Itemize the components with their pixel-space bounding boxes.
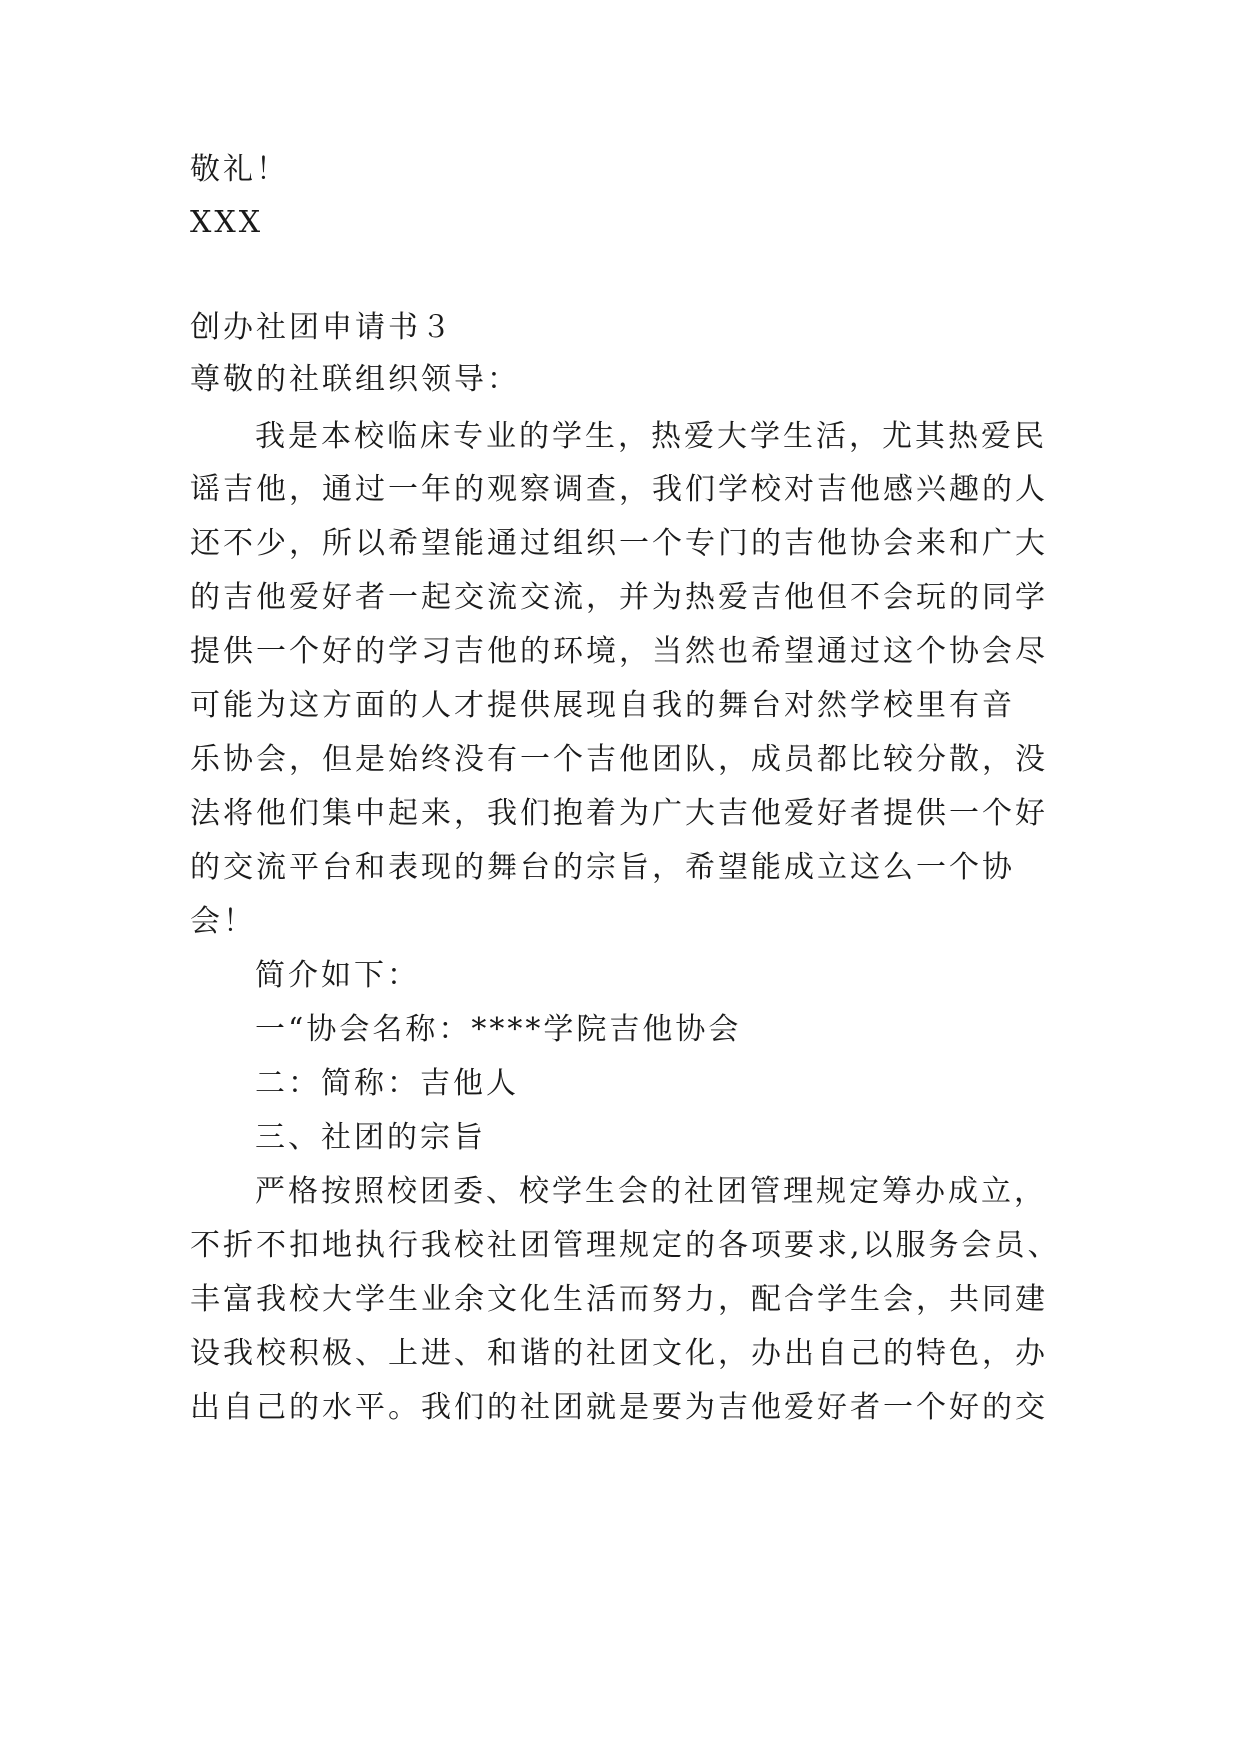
paragraph-line: 出自己的水平。我们的社团就是要为吉他爱好者一个好的交: [190, 1390, 1048, 1425]
paragraph-line: 提供一个好的学习吉他的环境，当然也希望通过这个协会尽: [190, 634, 1048, 669]
signature: XXX: [190, 205, 264, 240]
intro-heading: 简介如下：: [255, 958, 420, 993]
list-item: 三、社团的宗旨: [255, 1120, 486, 1155]
list-item: 二：简称：吉他人: [255, 1066, 519, 1101]
paragraph-line: 的吉他爱好者一起交流交流，并为热爱吉他但不会玩的同学: [190, 580, 1048, 615]
paragraph-line: 还不少，所以希望能通过组织一个专门的吉他协会来和广大: [190, 526, 1048, 561]
greeting: 尊敬的社联组织领导：: [190, 362, 520, 397]
section-title: 创办社团申请书３: [190, 310, 454, 345]
paragraph-line: 我是本校临床专业的学生，热爱大学生活，尤其热爱民: [255, 419, 1047, 454]
paragraph-line: 的交流平台和表现的舞台的宗旨，希望能成立这么一个协: [190, 850, 1015, 885]
closing-salute: 敬礼！: [190, 152, 289, 187]
paragraph-line: 乐协会，但是始终没有一个吉他团队，成员都比较分散，没: [190, 742, 1048, 777]
list-item: 一“协会名称：****学院吉他协会: [255, 1012, 742, 1047]
paragraph-line: 谣吉他，通过一年的观察调查，我们学校对吉他感兴趣的人: [190, 472, 1048, 507]
paragraph-line: 可能为这方面的人才提供展现自我的舞台对然学校里有音: [190, 688, 1015, 723]
paragraph-line: 会！: [190, 904, 256, 939]
paragraph-line: 严格按照校团委、校学生会的社团管理规定筹办成立，: [255, 1174, 1047, 1209]
paragraph-line: 设我校积极、上进、和谐的社团文化，办出自己的特色，办: [190, 1336, 1048, 1371]
paragraph-line: 丰富我校大学生业余文化生活而努力，配合学生会，共同建: [190, 1282, 1048, 1317]
paragraph-line: 法将他们集中起来，我们抱着为广大吉他爱好者提供一个好: [190, 796, 1048, 831]
paragraph-line: 不折不扣地执行我校社团管理规定的各项要求,以服务会员、: [190, 1228, 1061, 1263]
